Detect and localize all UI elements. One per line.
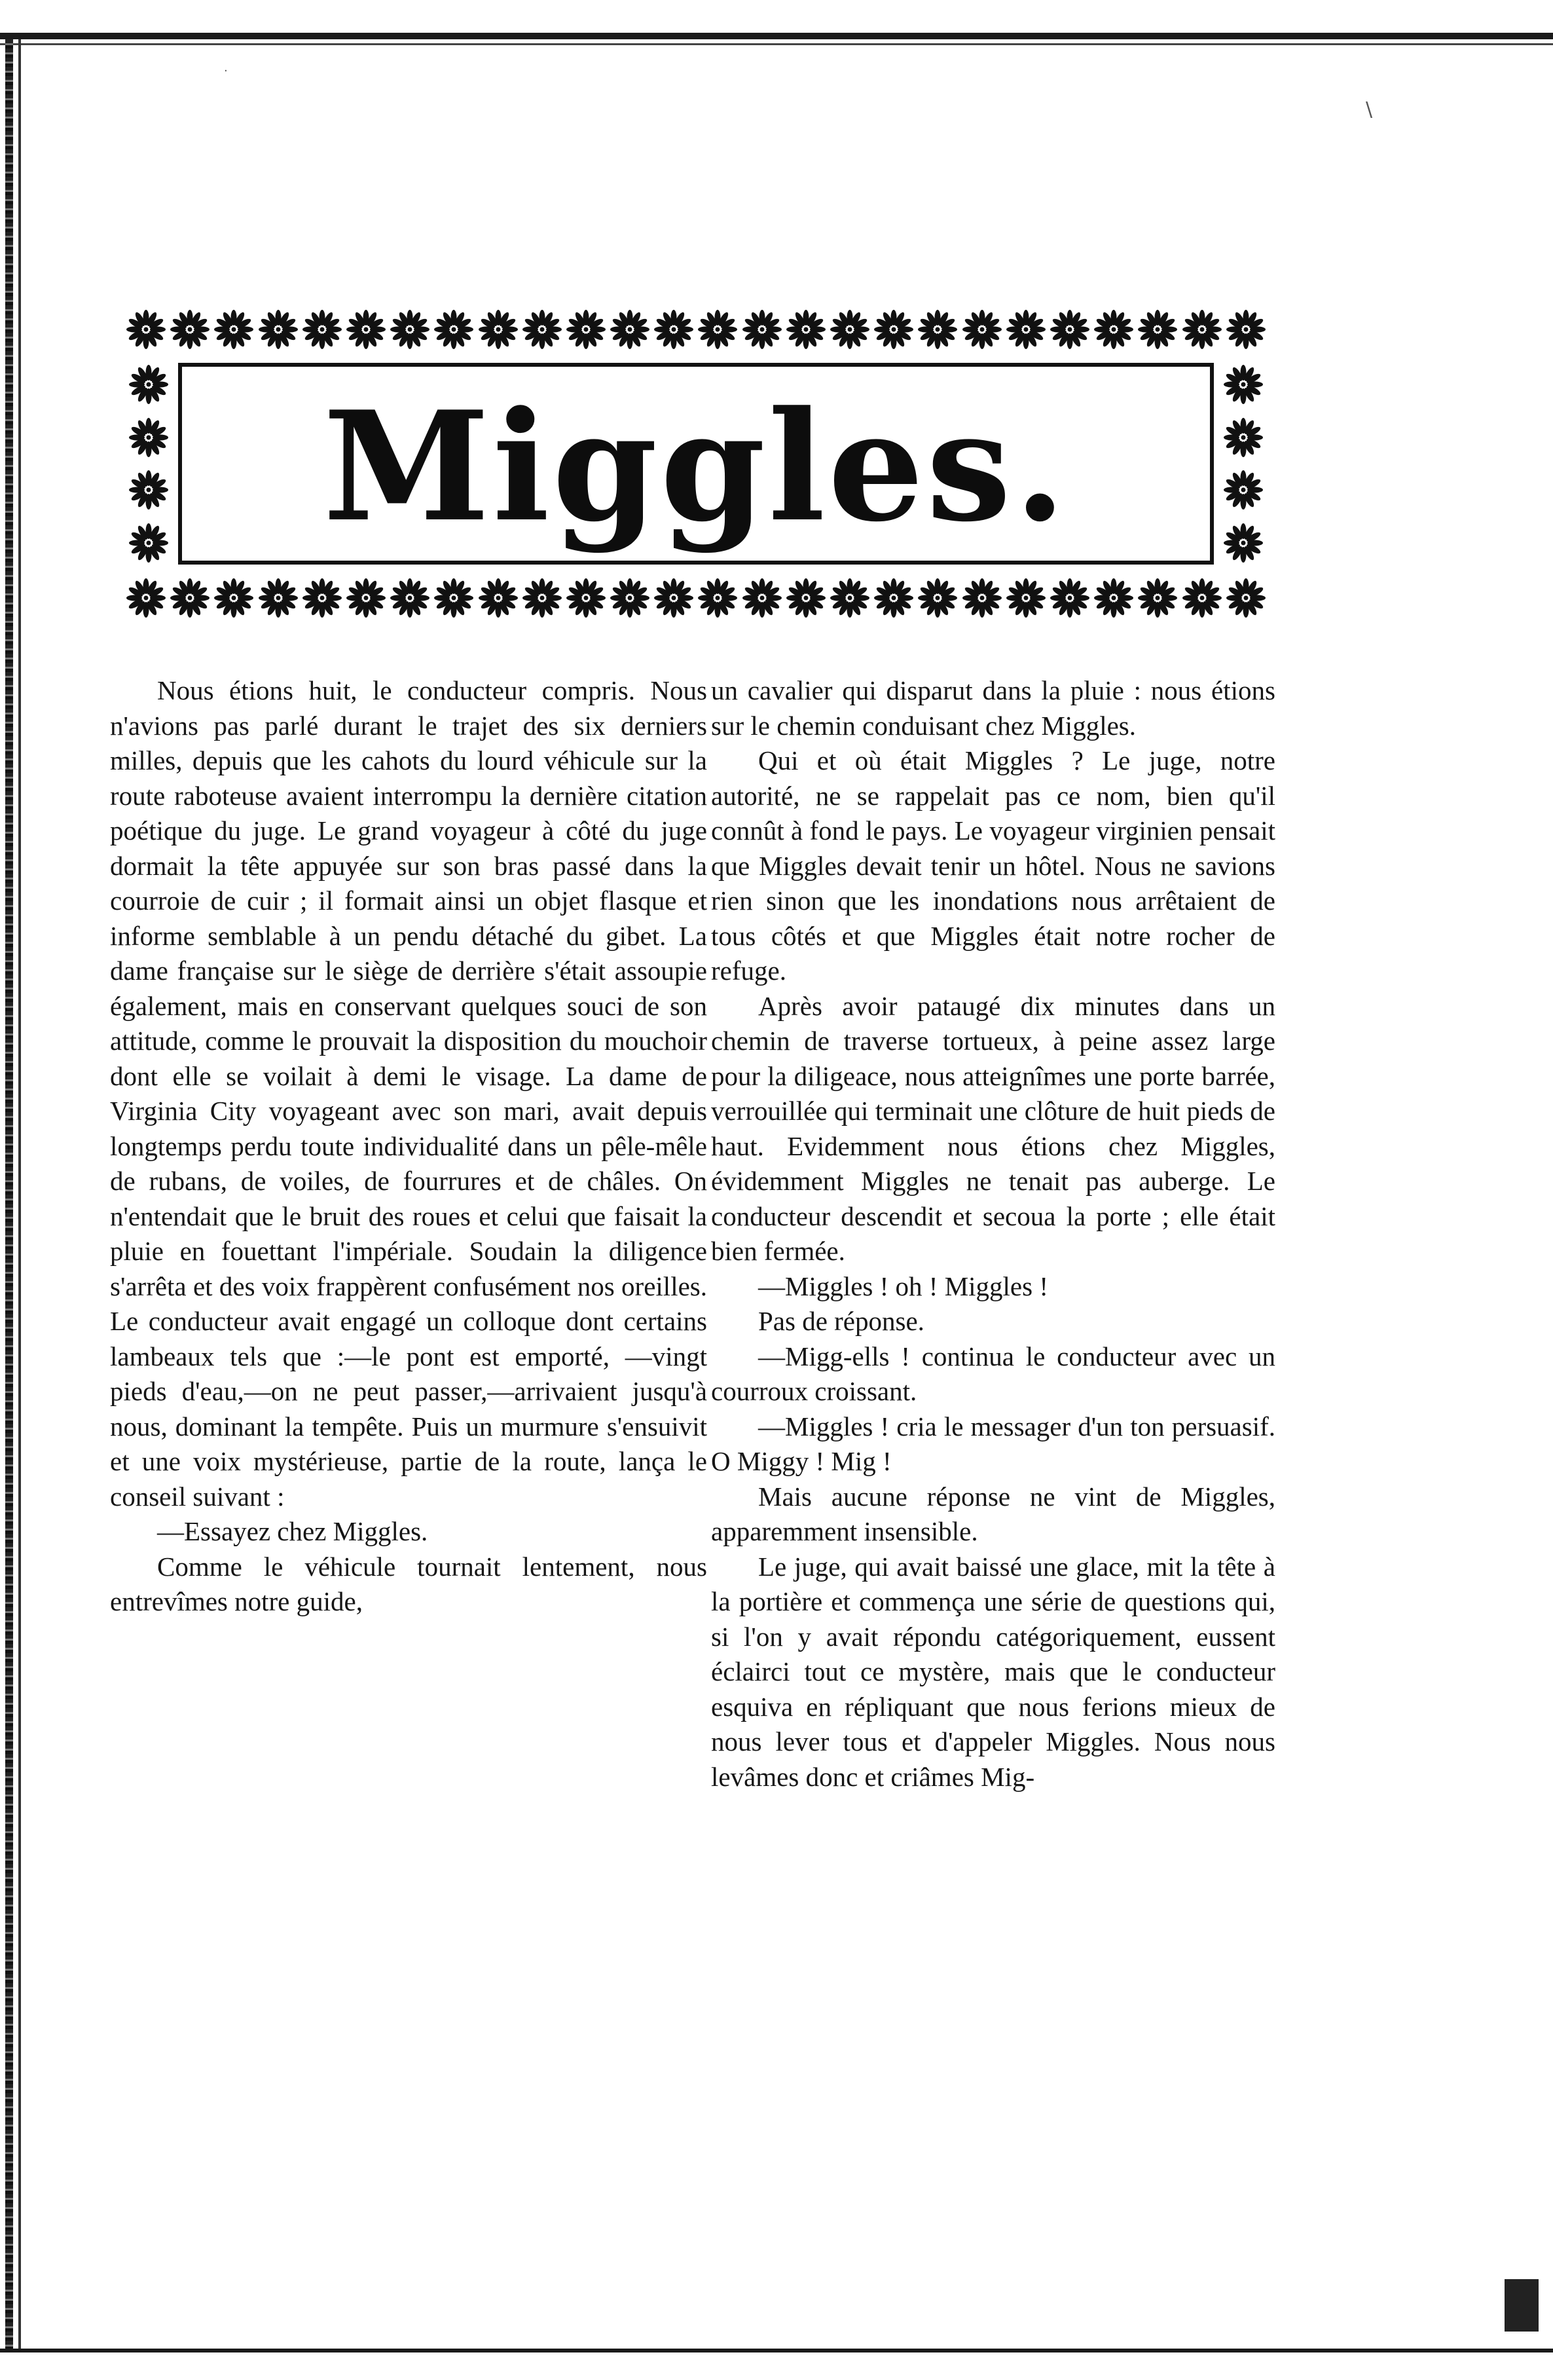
flower-ornament-icon — [522, 309, 562, 350]
flower-ornament-icon — [873, 309, 914, 350]
scan-ink-mark — [1505, 2279, 1539, 2332]
frame-line-top — [178, 363, 1214, 367]
flower-ornament-icon — [610, 309, 650, 350]
flower-ornament-icon — [1226, 309, 1266, 350]
flower-ornament-icon — [1223, 523, 1264, 563]
flower-ornament-icon — [170, 309, 210, 350]
flower-ornament-icon — [1223, 417, 1264, 458]
flower-ornament-icon — [128, 470, 169, 510]
flower-ornament-icon — [258, 578, 299, 618]
flower-ornament-icon — [566, 578, 606, 618]
flower-ornament-icon — [1182, 578, 1222, 618]
paragraph: un cavalier qui disparut dans la pluie : nous étions sur le chemin conduisant chez Miggles. — [711, 675, 1275, 741]
paragraph: Après avoir pataugé dix minutes dans un chemin de traverse tortueux, à peine assez large pour la diligeace, nous atteignîmes une porte barrée, verrouillée qui terminait une clôture de huit pieds de haut. Evidemment nous étions chez Miggles, évidemment Miggles ne tenait pas auberge. Le conducteur descendit et secoua la porte ; elle était bien fermée. — [711, 990, 1275, 1266]
flower-ornament-icon — [1223, 364, 1264, 405]
flower-ornament-icon — [1093, 578, 1134, 618]
flower-ornament-icon — [1137, 578, 1178, 618]
flower-ornament-icon — [1006, 578, 1046, 618]
flower-ornament-icon — [1182, 309, 1222, 350]
flower-ornament-icon — [917, 578, 958, 618]
flower-ornament-icon — [742, 309, 782, 350]
flower-ornament-icon — [478, 309, 519, 350]
flower-ornament-icon — [213, 578, 254, 618]
scan-speck: \ — [1366, 98, 1373, 121]
flower-ornament-icon — [390, 309, 430, 350]
flower-ornament-icon — [128, 417, 169, 458]
flower-ornament-icon — [697, 578, 738, 618]
flower-ornament-icon — [213, 309, 254, 350]
ornament-column-right — [1220, 352, 1266, 575]
flower-ornament-icon — [566, 309, 606, 350]
text-column-left — [110, 673, 707, 2337]
bottom-border-rule — [0, 2349, 1553, 2352]
flower-ornament-icon — [1223, 470, 1264, 510]
flower-ornament-icon — [170, 578, 210, 618]
paragraph: Mais aucune réponse ne vint de Miggles, apparemment insensible. — [711, 1481, 1275, 1546]
paragraph: Le juge, qui avait baissé une glace, mit la tête à la portière et commença une série de questions qui, si l'on y avait répondu catégoriquement, eussent éclairci tout ce mystère, mais que le conducteur esquiva en répliquant que nous ferions mieux de nous lever tous et d'appeler Miggles. Nous nous levâmes donc et criâmes Mig- — [711, 1551, 1275, 1792]
paragraph: Comme le véhicule tournait lentement, nous entrevîmes notre guide, — [110, 1551, 707, 1616]
paragraph: Nous étions huit, le conducteur compris. Nous n'avions pas parlé durant le trajet des six derniers milles, depuis que les cahots du lourd véhicule sur la route raboteuse avaient interrompu la dernière citation poétique du juge. Le grand voyageur à côté du juge dormait la tête appuyée sur son bras passé dans la courroie de cuir ; il formait ainsi un objet flasque et informe semblable à un pendu détaché du gibet. La dame française sur le siège de derrière s'était assoupie également, mais en conservant quelques souci de son attitude, comme le prouvait la disposition du mouchoir dont elle se voilait à demi le visage. La dame de Virginia City voyageant avec son mari, avait depuis longtemps perdu toute individualité dans un pêle-mêle de rubans, de voiles, de fourrures et de châles. On n'entendait que le bruit des roues et celui que faisait la pluie en fouettant l'impériale. Soudain la diligence s'arrêta et des voix frappèrent confusément nos oreilles. Le conducteur avait engagé un colloque dont certains lambeaux tels que :—le pont est emporté, —vingt pieds d'eau,—on ne peut passer,—arrivaient jusqu'à nous, dominant la tempête. Puis un murmure s'ensuivit et une voix mystérieuse, partie de la route, lança le conseil suivant : — [110, 675, 707, 1512]
article-title: Miggles. — [323, 379, 1069, 555]
left-margin-inner-line — [18, 39, 21, 2351]
flower-ornament-icon — [126, 578, 166, 618]
flower-ornament-icon — [742, 578, 782, 618]
frame-line-left — [178, 363, 182, 565]
scan-speck: · — [224, 64, 228, 78]
paragraph: —Essayez chez Miggles. — [157, 1516, 428, 1546]
flower-ornament-icon — [478, 578, 519, 618]
paragraph: Qui et où était Miggles ? Le juge, notre autorité, ne se rappelait pas ce nom, bien qu'il connût à fond le pays. Le voyageur virginien pensait que Miggles devait tenir un hôtel. Nous ne savions rien sinon que les inondations nous arrêtaient de tous côtés et que Miggles était notre rocher de refuge. — [711, 745, 1275, 986]
flower-ornament-icon — [346, 578, 386, 618]
frame-line-right — [1210, 363, 1214, 565]
flower-ornament-icon — [653, 309, 694, 350]
flower-ornament-icon — [873, 578, 914, 618]
flower-ornament-icon — [1093, 309, 1134, 350]
flower-ornament-icon — [258, 309, 299, 350]
flower-ornament-icon — [962, 578, 1002, 618]
flower-ornament-icon — [1006, 309, 1046, 350]
flower-ornament-icon — [917, 309, 958, 350]
flower-ornament-icon — [433, 578, 474, 618]
paragraph: —Miggles ! oh ! Miggles ! — [758, 1271, 1048, 1301]
paragraph: —Migg-ells ! continua le conducteur avec un courroux croissant. — [711, 1341, 1275, 1406]
flower-ornament-icon — [522, 578, 562, 618]
flower-ornament-icon — [1050, 309, 1090, 350]
flower-ornament-icon — [786, 309, 826, 350]
flower-ornament-icon — [1050, 578, 1090, 618]
frame-line-bottom — [178, 561, 1214, 565]
flower-ornament-icon — [346, 309, 386, 350]
top-border-rule — [0, 33, 1553, 39]
flower-ornament-icon — [128, 523, 169, 563]
flower-ornament-icon — [128, 364, 169, 405]
flower-ornament-icon — [1226, 578, 1266, 618]
ornament-column-left — [126, 352, 172, 575]
flower-ornament-icon — [126, 309, 166, 350]
flower-ornament-icon — [830, 578, 870, 618]
flower-ornament-icon — [653, 578, 694, 618]
flower-ornament-icon — [610, 578, 650, 618]
flower-ornament-icon — [302, 578, 342, 618]
text-column-right — [711, 673, 1275, 2337]
left-margin-border — [5, 39, 13, 2351]
flower-ornament-icon — [697, 309, 738, 350]
top-border-thin-rule — [0, 43, 1553, 45]
flower-ornament-icon — [433, 309, 474, 350]
ornament-row-bottom — [126, 575, 1266, 621]
title-ornamental-frame — [126, 307, 1266, 621]
paragraph: —Miggles ! cria le messager d'un ton persuasif. O Miggy ! Mig ! — [711, 1411, 1275, 1476]
ornament-row-top — [126, 307, 1266, 352]
flower-ornament-icon — [786, 578, 826, 618]
paragraph: Pas de réponse. — [758, 1306, 924, 1336]
flower-ornament-icon — [1137, 309, 1178, 350]
flower-ornament-icon — [302, 309, 342, 350]
flower-ornament-icon — [830, 309, 870, 350]
flower-ornament-icon — [390, 578, 430, 618]
flower-ornament-icon — [962, 309, 1002, 350]
